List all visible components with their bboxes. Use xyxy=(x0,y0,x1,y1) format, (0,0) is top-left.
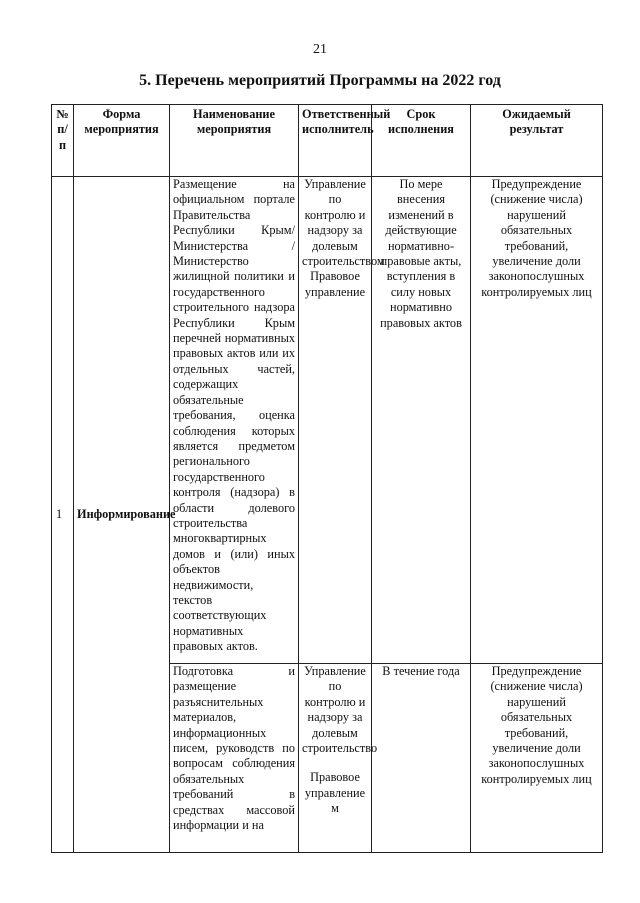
event-result: Предупреждение (снижение числа) нарушений обязательных требований, увеличение доли законопослушных контролируемых лиц xyxy=(471,177,603,664)
header-responsible: Ответственный исполнитель xyxy=(299,105,372,177)
event-responsible xyxy=(299,664,378,853)
header-name: Наименование мероприятия xyxy=(170,105,299,177)
table-row xyxy=(52,177,603,664)
event-name: Подготовка и размещение разъяснительных материалов, информационных писем, руководств по вопросам соблюдения обязательных требований в средствах массовой информации и на xyxy=(170,664,299,853)
event-deadline: По мере внесения изменений в действующие нормативно-правовые акты, вступления в силу новых нормативно правовых актов xyxy=(372,177,471,664)
responsible-primary: Управление по контролю и надзору за долевым строительство xyxy=(302,664,378,756)
responsible-secondary: Правовое управление xyxy=(304,269,366,299)
header-result: Ожидаемый результат xyxy=(471,105,603,177)
header-deadline: Срок исполнения xyxy=(372,105,471,177)
event-responsible xyxy=(299,177,385,664)
row-number: 1 xyxy=(52,177,74,853)
responsible-primary: Управление по контролю и надзору за долевым строительством xyxy=(302,177,385,269)
program-events-table xyxy=(51,104,603,853)
page-number: 21 xyxy=(313,42,327,57)
event-result: Предупреждение (снижение числа) нарушений обязательных требований, увеличение доли законопослушных контролируемых лиц xyxy=(471,664,603,853)
event-form: Информирование xyxy=(74,177,170,853)
event-name: Размещение на официальном портале Правительства Республики Крым/Министерства / Министерство жилищной политики и государственного строительного надзора Республики Крым перечней нормативных правовых актов или их отдельных частей, содержащих обязательные требования, оценка соблюдения которых является предметом регионального государственного контроля (надзора) в области долевого строительства многоквартирных домов и (или) иных объектов недвижимости, текстов соответствующих нормативных правовых актов. xyxy=(170,177,299,664)
header-form: Форма мероприятия xyxy=(74,105,170,177)
header-number: № п/п xyxy=(52,105,74,177)
section-title: 5. Перечень мероприятий Программы на 2022 год xyxy=(139,72,501,89)
responsible-secondary: Правовое управление м xyxy=(304,770,366,816)
table-header-row xyxy=(52,105,603,177)
event-deadline: В течение года xyxy=(372,664,471,853)
